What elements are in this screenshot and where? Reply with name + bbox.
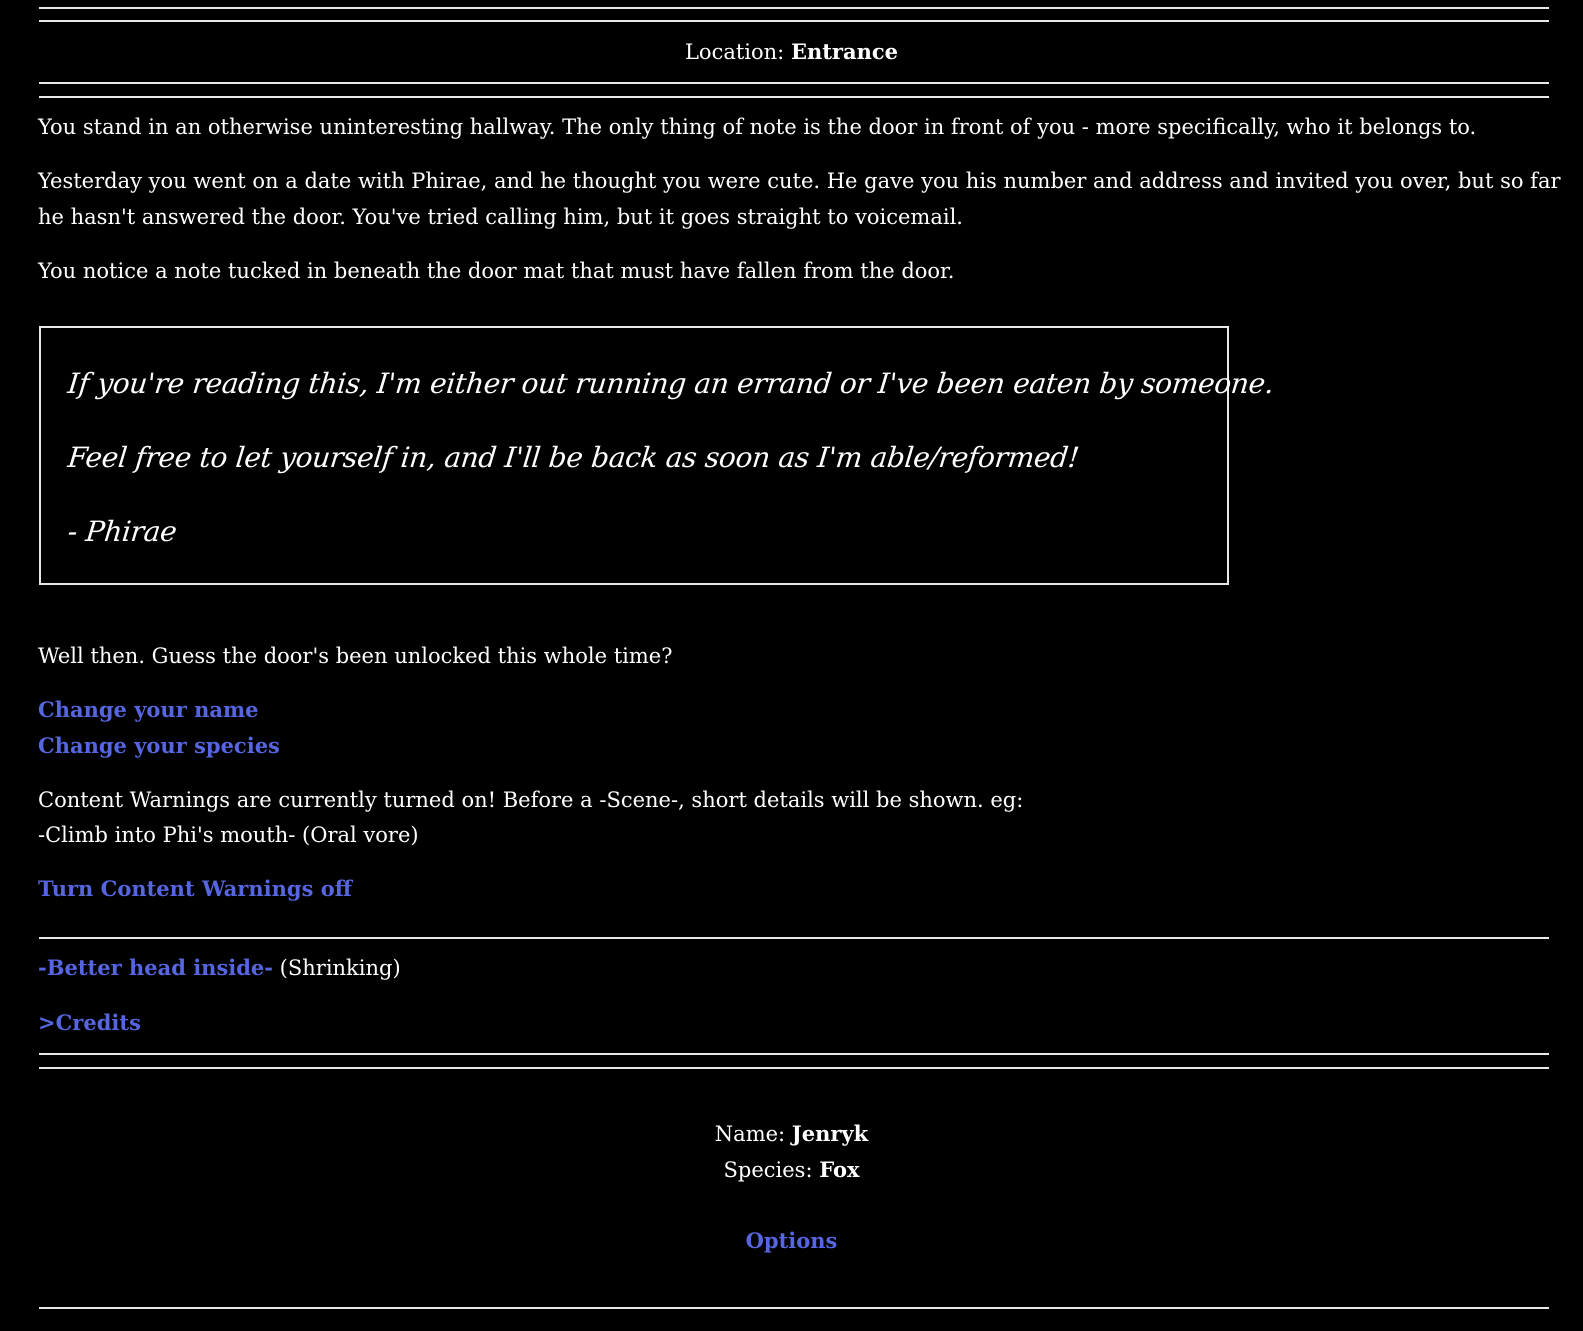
change-species-row xyxy=(38,728,280,764)
credits-link[interactable]: >Credits xyxy=(38,1010,141,1035)
story-paragraph-4: Well then. Guess the door's been unlocked this whole time? xyxy=(38,644,673,668)
top-divider xyxy=(39,7,1549,9)
story-paragraph-1: You stand in an otherwise uninteresting hallway. The only thing of note is the door in front of you - more specifically, who it belongs to. xyxy=(38,115,1477,139)
species-label: Species: xyxy=(723,1158,820,1182)
status-name xyxy=(0,1116,1583,1152)
note-line-1: If you're reading this, I'm either out running an errand or I've been eaten by someone. xyxy=(66,367,1276,400)
story-paragraph-3: You notice a note tucked in beneath the door mat that must have fallen from the door. xyxy=(38,259,955,283)
status-species xyxy=(0,1152,1583,1188)
footer-divider xyxy=(39,1053,1549,1055)
head-inside-row xyxy=(38,950,401,986)
change-name-row xyxy=(38,692,259,728)
location-label: Location: xyxy=(684,40,791,64)
handwritten-note xyxy=(39,326,1276,585)
content-warning-toggle-row xyxy=(38,871,352,907)
content-warning-example: -Climb into Phi's mouth- (Oral vore) xyxy=(38,823,419,847)
story-paragraph-2-line-1: Yesterday you went on a date with Phirae, and he thought you were cute. He gave you his number and address and invited you over, but so far xyxy=(38,169,1561,193)
name-value: Jenryk xyxy=(791,1121,869,1146)
story-paragraph-2-line-2: he hasn't answered the door. You've tried calling him, but it goes straight to voicemail. xyxy=(38,205,963,229)
credits-row xyxy=(38,1005,141,1041)
change-species-link[interactable]: Change your species xyxy=(38,733,280,758)
footer-divider-2 xyxy=(39,1067,1549,1069)
species-value: Fox xyxy=(819,1157,860,1182)
header-divider-2 xyxy=(39,96,1549,98)
header-divider xyxy=(39,82,1549,84)
location-header xyxy=(0,34,1583,70)
content-warning-notice: Content Warnings are currently turned on! Before a -Scene-, short details will be shown. eg: xyxy=(38,788,1024,812)
note-line-2: Feel free to let yourself in, and I'll be back as soon as I'm able/reformed! xyxy=(66,441,1081,474)
options-link[interactable]: Options xyxy=(745,1228,838,1253)
actions-divider xyxy=(39,937,1549,939)
options-row xyxy=(0,1223,1583,1259)
content-warning-toggle-link[interactable]: Turn Content Warnings off xyxy=(38,876,352,901)
note-signature: - Phirae xyxy=(66,515,179,548)
location-value: Entrance xyxy=(790,39,898,64)
name-label: Name: xyxy=(714,1122,792,1146)
top-divider-2 xyxy=(39,20,1549,22)
head-inside-tag: (Shrinking) xyxy=(273,956,401,980)
head-inside-link[interactable]: -Better head inside- xyxy=(38,955,273,980)
bottom-divider xyxy=(39,1307,1549,1309)
change-name-link[interactable]: Change your name xyxy=(38,697,259,722)
